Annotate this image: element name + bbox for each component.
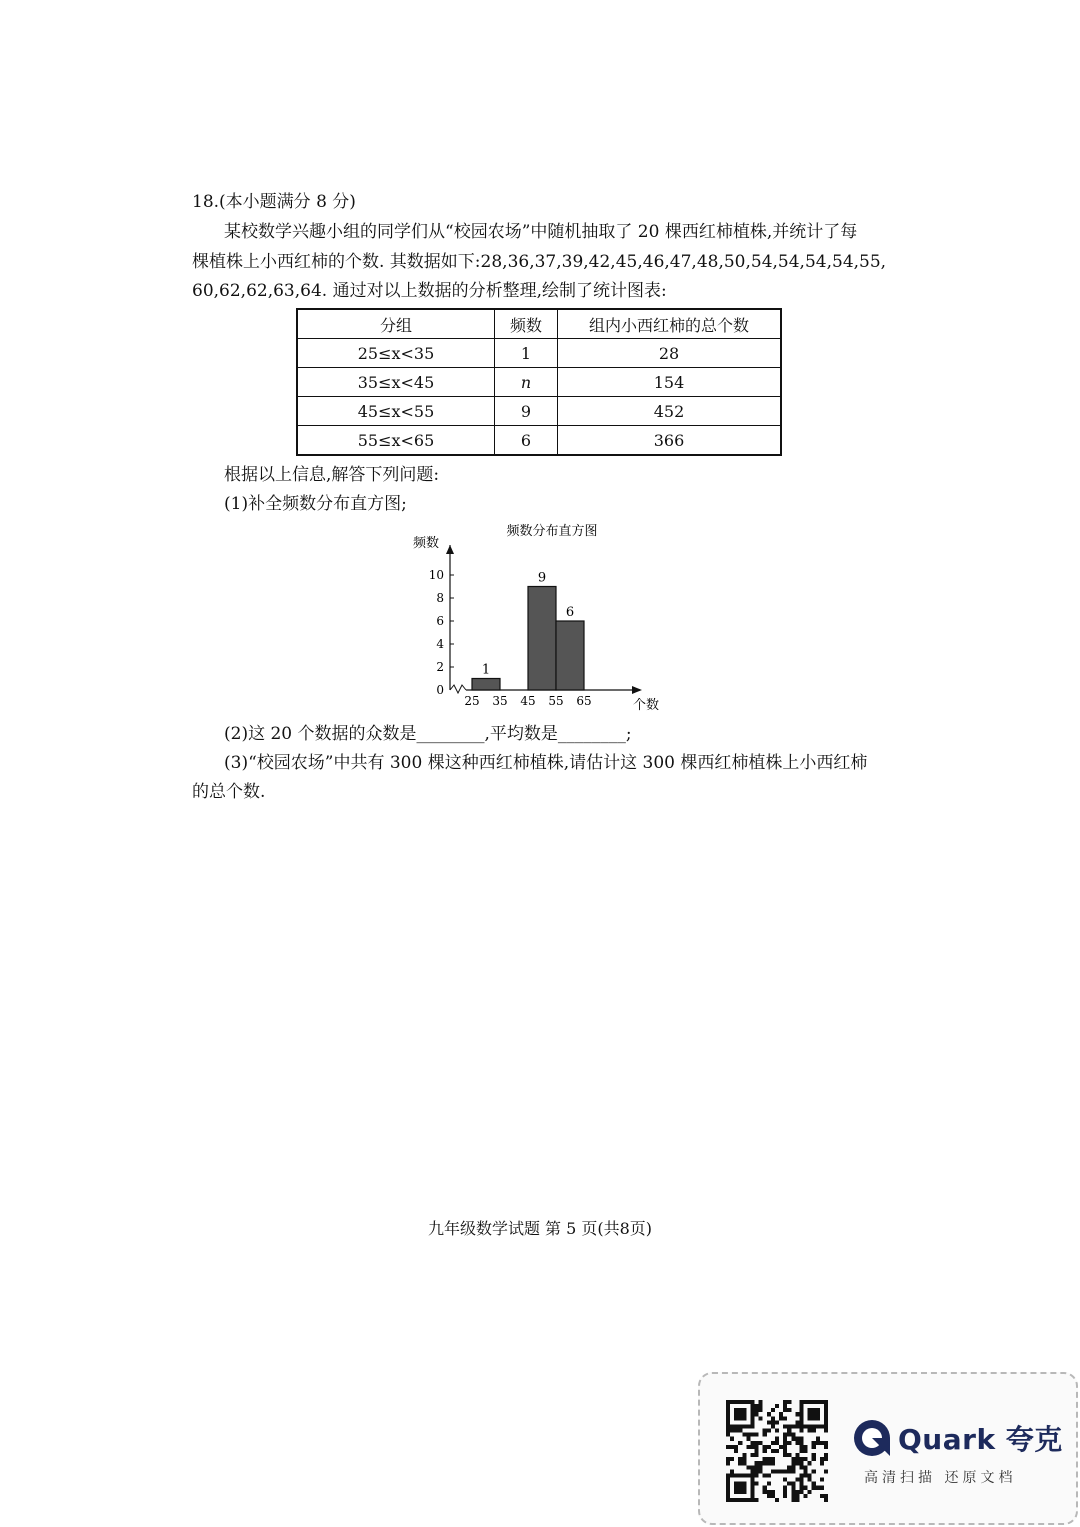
- table-row: [297, 368, 781, 397]
- frequency-table: [296, 308, 782, 456]
- table-header-cell: 频数: [495, 309, 558, 339]
- table-cell: 25≤x<35: [297, 339, 495, 368]
- x-ticks: [464, 694, 591, 708]
- histogram-bar: [556, 621, 584, 690]
- table-cell: 154: [558, 368, 782, 397]
- y-tick-label: 8: [436, 591, 444, 605]
- part-3-text-line-2: 的总个数.: [192, 782, 266, 802]
- y-tick-label: 0: [436, 683, 444, 697]
- y-axis-label: 频数: [412, 536, 440, 551]
- watermark-tagline: 高清扫描 还原文档: [864, 1470, 1017, 1486]
- y-tick-label: 6: [436, 614, 444, 628]
- part-2-text: (2)这 20 个数据的众数是________,平均数是________;: [224, 724, 632, 744]
- x-tick-label: 25: [464, 694, 480, 708]
- x-tick-label: 65: [576, 694, 592, 708]
- bar-value-label: 9: [537, 570, 547, 586]
- y-tick-label: 4: [436, 637, 444, 651]
- intro-line-3: 60,62,62,63,64. 通过对以上数据的分析整理,绘制了统计图表:: [192, 281, 667, 301]
- x-tick-label: 45: [520, 694, 536, 708]
- histogram-bar: [472, 679, 500, 691]
- page-footer: 九年级数学试题 第 5 页(共8页): [427, 1219, 653, 1238]
- bar-value-label: 1: [481, 662, 491, 678]
- table-cell: 45≤x<55: [297, 397, 495, 426]
- table-row: [297, 426, 781, 456]
- histogram-bar: [528, 587, 556, 691]
- question-header: 18.(本小题满分 8 分): [192, 192, 356, 212]
- table-cell: 1: [495, 339, 558, 368]
- chart-title: 频数分布直方图: [506, 524, 598, 539]
- table-header-row: [297, 309, 781, 339]
- qr-code-icon: [726, 1400, 828, 1502]
- table-cell: n: [495, 368, 558, 397]
- table-row: [297, 339, 781, 368]
- table-header-cell: 分组: [297, 309, 495, 339]
- bars: [472, 571, 584, 691]
- axis-break-icon: [450, 685, 466, 693]
- table-header-cell: 组内小西红柿的总个数: [558, 309, 782, 339]
- brand-name: Quark 夸克: [898, 1423, 1063, 1456]
- table-cell: 35≤x<45: [297, 368, 495, 397]
- x-axis-label: 个数: [632, 698, 660, 713]
- table-cell: 452: [558, 397, 782, 426]
- x-tick-label: 35: [492, 694, 508, 708]
- y-tick-label: 2: [436, 660, 444, 674]
- table-row: [297, 397, 781, 426]
- quark-watermark: [698, 1372, 1078, 1525]
- instruction-text: 根据以上信息,解答下列问题:: [224, 465, 440, 485]
- x-tick-label: 55: [548, 694, 564, 708]
- histogram-chart: [400, 515, 680, 720]
- table-cell: 55≤x<65: [297, 426, 495, 456]
- y-axis-arrow-icon: [446, 545, 454, 554]
- table-cell: 9: [495, 397, 558, 426]
- bar-value-label: 6: [565, 605, 575, 620]
- x-axis-arrow-icon: [632, 686, 642, 694]
- intro-line-2: 棵植株上小西红柿的个数. 其数据如下:28,36,37,39,42,45,46,47,48,50,54,54,54,54,55,: [192, 252, 887, 272]
- y-tick-label: 10: [428, 568, 444, 582]
- table-cell: 366: [558, 426, 782, 456]
- table-cell: 6: [495, 426, 558, 456]
- table-cell: 28: [558, 339, 782, 368]
- intro-line-1: 某校数学兴趣小组的同学们从“校园农场”中随机抽取了 20 棵西红柿植株,并统计了每: [224, 222, 858, 242]
- part-3-text-line-1: (3)“校园农场”中共有 300 棵这种西红柿植株,请估计这 300 棵西红柿植株上小西红柿: [224, 753, 868, 773]
- brand-row: [852, 1418, 1063, 1458]
- part-1-text: (1)补全频数分布直方图;: [224, 494, 407, 514]
- quark-logo-icon: [852, 1418, 892, 1458]
